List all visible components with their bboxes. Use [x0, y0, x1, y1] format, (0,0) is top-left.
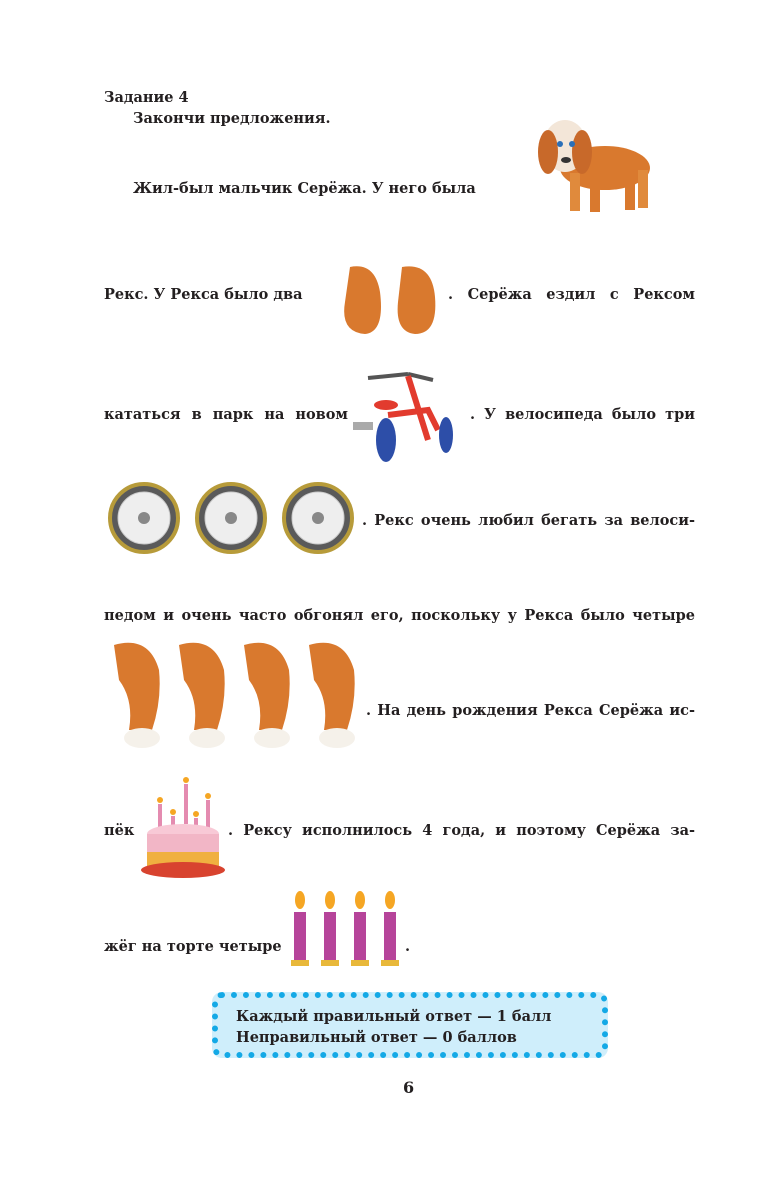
- four-candles-image: [288, 888, 403, 970]
- text-line: .: [405, 938, 411, 955]
- text-line: . На день рождения Рекса Серёжа ис-: [366, 702, 695, 719]
- text-line: . У велосипеда было три: [470, 406, 695, 423]
- task-instruction: Закончи предложения.: [133, 110, 331, 127]
- text-line: жёг на торте четыре: [104, 938, 282, 955]
- birthday-cake-image: [138, 772, 228, 882]
- four-dog-legs-image: [104, 640, 366, 752]
- text-line: кататься в парк на новом: [104, 406, 348, 423]
- text-line: . Рекс очень любил бегать за велоси-: [362, 512, 695, 529]
- page-number: 6: [403, 1078, 415, 1097]
- scoring-wrong: Неправильный ответ — 0 баллов: [236, 1029, 517, 1046]
- three-wheels-image: [104, 480, 360, 558]
- tricycle-image: [348, 370, 468, 468]
- dog-image: [520, 108, 668, 218]
- scoring-correct: Каждый правильный ответ — 1 балл: [236, 1008, 552, 1025]
- scoring-box: [212, 992, 608, 1058]
- task-title: Задание 4: [104, 89, 189, 106]
- text-line: Рекс. У Рекса было два: [104, 286, 303, 303]
- dog-ears-image: [340, 262, 442, 338]
- text-line: . Серёжа ездил с Рексом: [448, 286, 695, 303]
- text-line: . Рексу исполнилось 4 года, и поэтому Серёжа за-: [228, 822, 695, 839]
- text-line: пёк: [104, 822, 135, 839]
- text-line: педом и очень часто обгонял его, поскольку у Рекса было четыре: [104, 607, 695, 624]
- text-line: Жил-был мальчик Серёжа. У него была: [133, 180, 476, 197]
